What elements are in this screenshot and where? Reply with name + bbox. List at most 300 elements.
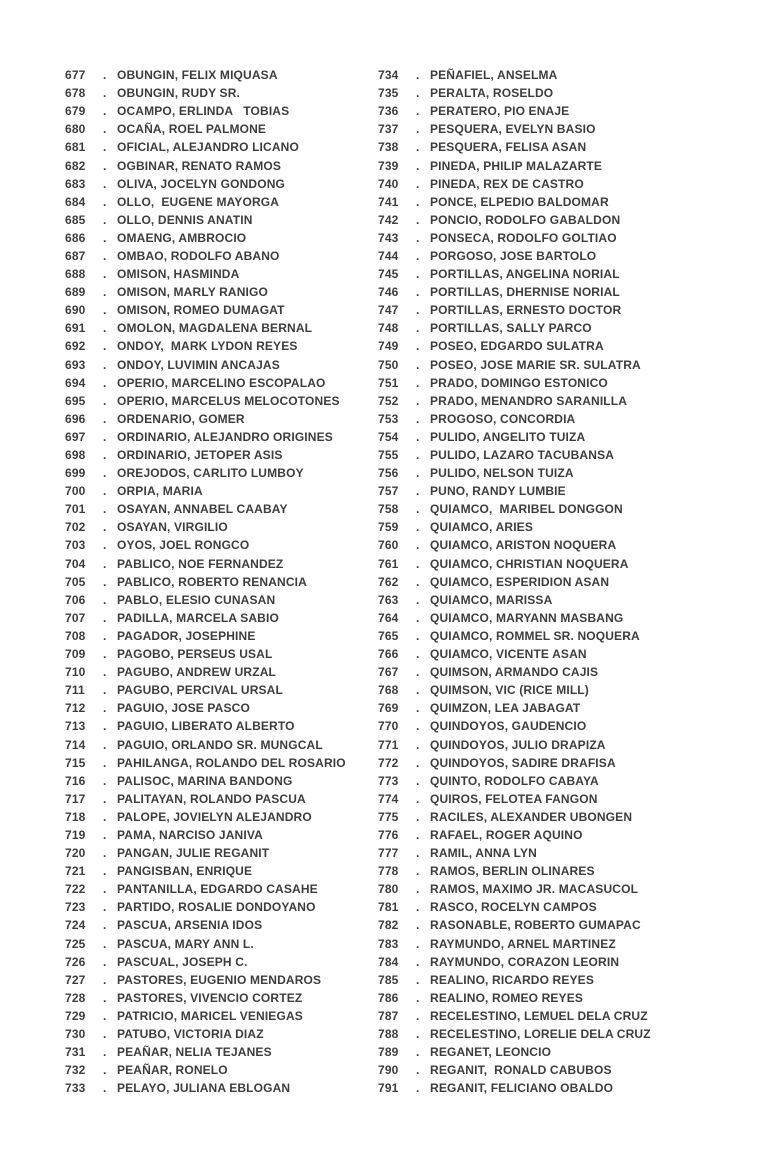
entry-name: OGBINAR, RENATO RAMOS (117, 158, 282, 173)
entry-name: PRADO, MENANDRO SARANILLA (430, 393, 628, 408)
entry-separator: . (416, 990, 420, 1005)
entry-separator: . (103, 194, 107, 209)
entry-name: PAGUBO, ANDREW URZAL (117, 665, 276, 680)
entry-name: QUINTO, RODOLFO CABAYA (430, 773, 599, 788)
list-item (378, 518, 691, 536)
entry-name: PORTILLAS, ERNESTO DOCTOR (430, 303, 622, 318)
entry-name: PABLICO, NOE FERNANDEZ (117, 556, 284, 571)
entry-number: 759 (378, 520, 399, 535)
entry-number: 745 (378, 267, 399, 282)
list-item (65, 283, 378, 301)
entry-name: PEAÑAR, NELIA TEJANES (117, 1045, 272, 1060)
entry-separator: . (416, 104, 420, 119)
entry-number: 776 (378, 827, 399, 842)
entry-number: 769 (378, 701, 399, 716)
list-item (378, 1025, 691, 1043)
list-item (378, 844, 691, 862)
entry-number: 790 (378, 1063, 399, 1078)
entry-number: 699 (65, 466, 86, 481)
entry-separator: . (416, 683, 420, 698)
entry-separator: . (416, 647, 420, 662)
entry-number: 785 (378, 972, 399, 987)
entry-number: 762 (378, 574, 399, 589)
entry-separator: . (103, 809, 107, 824)
list-item (378, 989, 691, 1007)
entry-separator: . (103, 303, 107, 318)
list-item (378, 699, 691, 717)
entry-separator: . (103, 375, 107, 390)
entry-name: QUIAMCO, ARIES (430, 520, 533, 535)
entry-name: OMISON, MARLY RANIGO (117, 285, 269, 300)
entry-number: 679 (65, 104, 86, 119)
list-item (378, 66, 691, 84)
entry-number: 714 (65, 737, 86, 752)
entry-number: 733 (65, 1081, 86, 1096)
entry-name: PARTIDO, ROSALIE DONDOYANO (117, 900, 316, 915)
entry-number: 710 (65, 665, 86, 680)
list-item (378, 500, 691, 518)
entry-number: 755 (378, 448, 399, 463)
entry-number: 682 (65, 158, 86, 173)
entry-separator: . (416, 375, 420, 390)
entry-separator: . (416, 610, 420, 625)
entry-separator: . (103, 429, 107, 444)
entry-name: PONCE, ELPEDIO BALDOMAR (430, 194, 609, 209)
entry-separator: . (103, 267, 107, 282)
entry-number: 705 (65, 574, 86, 589)
entry-separator: . (416, 393, 420, 408)
entry-separator: . (103, 122, 107, 137)
list-item (65, 247, 378, 265)
entry-name: PUNO, RANDY LUMBIE (430, 484, 566, 499)
list-item (378, 482, 691, 500)
entry-separator: . (416, 230, 420, 245)
entry-name: PATRICIO, MARICEL VENIEGAS (117, 1008, 303, 1023)
entry-number: 783 (378, 936, 399, 951)
list-item (65, 66, 378, 84)
list-item (378, 356, 691, 374)
list-item (65, 446, 378, 464)
list-item (378, 808, 691, 826)
entry-number: 678 (65, 86, 86, 101)
entry-number: 744 (378, 248, 399, 263)
entry-number: 725 (65, 936, 86, 951)
entry-separator: . (416, 303, 420, 318)
entry-separator: . (103, 176, 107, 191)
entry-number: 739 (378, 158, 399, 173)
entry-number: 748 (378, 321, 399, 336)
entry-number: 778 (378, 864, 399, 879)
entry-name: PAGADOR, JOSEPHINE (117, 628, 256, 643)
entry-name: PRADO, DOMINGO ESTONICO (430, 375, 608, 390)
entry-number: 770 (378, 719, 399, 734)
entry-number: 740 (378, 176, 399, 191)
entry-separator: . (103, 86, 107, 101)
entry-separator: . (416, 791, 420, 806)
list-item (378, 717, 691, 735)
entry-separator: . (103, 628, 107, 643)
list-item (65, 898, 378, 916)
entry-name: OSAYAN, ANNABEL CAABAY (117, 502, 288, 517)
list-item (378, 935, 691, 953)
entry-number: 768 (378, 683, 399, 698)
list-item (65, 808, 378, 826)
entry-name: QUINDOYOS, SADIRE DRAFISA (430, 755, 616, 770)
list-item (378, 916, 691, 934)
list-item (65, 211, 378, 229)
entry-number: 752 (378, 393, 399, 408)
list-item (65, 754, 378, 772)
entry-name: PULIDO, ANGELITO TUIZA (430, 429, 586, 444)
entry-name: PALISOC, MARINA BANDONG (117, 773, 293, 788)
entry-number: 788 (378, 1027, 399, 1042)
entry-name: RECELESTINO, LORELIE DELA CRUZ (430, 1027, 651, 1042)
list-item (65, 301, 378, 319)
entry-number: 760 (378, 538, 399, 553)
entry-name: PERALTA, ROSELDO (430, 86, 554, 101)
list-item (65, 374, 378, 392)
entry-separator: . (416, 628, 420, 643)
entry-number: 677 (65, 68, 86, 83)
list-item (65, 609, 378, 627)
entry-number: 757 (378, 484, 399, 499)
entry-number: 754 (378, 429, 399, 444)
list-item (65, 102, 378, 120)
list-item (65, 410, 378, 428)
entry-separator: . (103, 321, 107, 336)
entry-number: 698 (65, 448, 86, 463)
entry-separator: . (416, 158, 420, 173)
entry-number: 751 (378, 375, 399, 390)
list-item (378, 609, 691, 627)
list-item (65, 464, 378, 482)
list-item (65, 790, 378, 808)
list-item (378, 374, 691, 392)
entry-separator: . (103, 538, 107, 553)
entry-separator: . (416, 737, 420, 752)
entry-separator: . (103, 647, 107, 662)
entry-separator: . (103, 701, 107, 716)
entry-name: OLLO, EUGENE MAYORGA (117, 194, 280, 209)
entry-number: 688 (65, 267, 86, 282)
list-item (65, 717, 378, 735)
entry-number: 697 (65, 429, 86, 444)
entry-number: 782 (378, 918, 399, 933)
entry-separator: . (416, 556, 420, 571)
entry-name: ORDINARIO, JETOPER ASIS (117, 448, 283, 463)
entry-number: 738 (378, 140, 399, 155)
list-item (378, 536, 691, 554)
entry-name: PASTORES, VIVENCIO CORTEZ (117, 990, 303, 1005)
entry-separator: . (416, 538, 420, 553)
entry-number: 723 (65, 900, 86, 915)
entry-name: PORGOSO, JOSE BARTOLO (430, 248, 597, 263)
entry-number: 786 (378, 990, 399, 1005)
list-item (65, 120, 378, 138)
entry-name: QUIAMCO, ARISTON NOQUERA (430, 538, 617, 553)
list-item (378, 301, 691, 319)
entry-name: PANGISBAN, ENRIQUE (117, 864, 253, 879)
entry-separator: . (103, 665, 107, 680)
entry-name: ONDOY, MARK LYDON REYES (117, 339, 298, 354)
entry-number: 758 (378, 502, 399, 517)
entry-separator: . (416, 1027, 420, 1042)
list-item (378, 265, 691, 283)
entry-number: 726 (65, 954, 86, 969)
entry-name: PELAYO, JULIANA EBLOGAN (117, 1081, 291, 1096)
entry-separator: . (416, 936, 420, 951)
list-column-right (378, 66, 691, 1097)
list-item (378, 392, 691, 410)
entry-name: PINEDA, PHILIP MALAZARTE (430, 158, 603, 173)
list-item (65, 319, 378, 337)
list-item (65, 826, 378, 844)
list-item (378, 156, 691, 174)
entry-number: 766 (378, 647, 399, 662)
entry-number: 732 (65, 1063, 86, 1078)
list-item (65, 573, 378, 591)
entry-number: 720 (65, 846, 86, 861)
entry-number: 729 (65, 1008, 86, 1023)
entry-name: ONDOY, LUVIMIN ANCAJAS (117, 357, 280, 372)
entry-separator: . (103, 1027, 107, 1042)
entry-separator: . (416, 176, 420, 191)
entry-name: PALITAYAN, ROLANDO PASCUA (117, 791, 306, 806)
list-item (65, 935, 378, 953)
entry-separator: . (103, 900, 107, 915)
list-column-left (65, 66, 378, 1097)
list-item (378, 120, 691, 138)
list-item (65, 193, 378, 211)
entry-number: 734 (378, 68, 399, 83)
name-list (65, 66, 691, 1097)
list-item (378, 826, 691, 844)
entry-name: PORTILLAS, DHERNISE NORIAL (430, 285, 620, 300)
entry-number: 777 (378, 846, 399, 861)
entry-name: OPERIO, MARCELINO ESCOPALAO (117, 375, 326, 390)
list-item (378, 880, 691, 898)
entry-number: 737 (378, 122, 399, 137)
entry-number: 703 (65, 538, 86, 553)
entry-number: 701 (65, 502, 86, 517)
entry-name: PROGOSO, CONCORDIA (430, 411, 576, 426)
entry-separator: . (103, 466, 107, 481)
entry-number: 791 (378, 1081, 399, 1096)
entry-separator: . (416, 846, 420, 861)
entry-separator: . (103, 104, 107, 119)
entry-separator: . (416, 484, 420, 499)
list-item (65, 392, 378, 410)
entry-number: 709 (65, 647, 86, 662)
entry-name: RECELESTINO, LEMUEL DELA CRUZ (430, 1008, 648, 1023)
entry-name: OLLO, DENNIS ANATIN (117, 212, 253, 227)
entry-name: OMBAO, RODOLFO ABANO (117, 248, 280, 263)
entry-separator: . (416, 520, 420, 535)
entry-separator: . (416, 68, 420, 83)
entry-name: QUINDOYOS, GAUDENCIO (430, 719, 587, 734)
entry-number: 692 (65, 339, 86, 354)
entry-separator: . (103, 773, 107, 788)
entry-separator: . (416, 448, 420, 463)
entry-name: PAMA, NARCISO JANIVA (117, 827, 263, 842)
entry-separator: . (416, 755, 420, 770)
entry-name: OMOLON, MAGDALENA BERNAL (117, 321, 313, 336)
entry-name: OMAENG, AMBROCIO (117, 230, 247, 245)
entry-number: 750 (378, 357, 399, 372)
entry-separator: . (416, 1063, 420, 1078)
entry-number: 742 (378, 212, 399, 227)
entry-name: OBUNGIN, FELIX MIQUASA (117, 68, 278, 83)
entry-number: 694 (65, 375, 86, 390)
entry-number: 775 (378, 809, 399, 824)
list-item (65, 916, 378, 934)
list-item (378, 754, 691, 772)
entry-separator: . (103, 827, 107, 842)
entry-separator: . (416, 665, 420, 680)
entry-separator: . (103, 556, 107, 571)
entry-number: 772 (378, 755, 399, 770)
entry-separator: . (103, 791, 107, 806)
entry-name: QUIAMCO, MARIBEL DONGGON (430, 502, 623, 517)
entry-number: 789 (378, 1045, 399, 1060)
list-item (65, 518, 378, 536)
list-item (378, 1043, 691, 1061)
list-item (65, 138, 378, 156)
entry-separator: . (416, 1081, 420, 1096)
entry-name: PABLICO, ROBERTO RENANCIA (117, 574, 307, 589)
entry-separator: . (103, 737, 107, 752)
entry-separator: . (416, 809, 420, 824)
entry-name: QUIAMCO, CHRISTIAN NOQUERA (430, 556, 629, 571)
entry-separator: . (103, 393, 107, 408)
list-item (378, 446, 691, 464)
entry-name: PAHILANGA, ROLANDO DEL ROSARIO (117, 755, 346, 770)
entry-number: 722 (65, 882, 86, 897)
entry-name: RAMIL, ANNA LYN (430, 846, 537, 861)
entry-name: QUIAMCO, MARISSA (430, 592, 553, 607)
entry-number: 747 (378, 303, 399, 318)
entry-separator: . (416, 592, 420, 607)
entry-separator: . (103, 1045, 107, 1060)
entry-number: 684 (65, 194, 86, 209)
list-item (378, 283, 691, 301)
entry-name: ORPIA, MARIA (117, 484, 203, 499)
entry-name: REALINO, RICARDO REYES (430, 972, 594, 987)
list-item (65, 699, 378, 717)
list-item (65, 1079, 378, 1097)
list-item (65, 265, 378, 283)
entry-number: 727 (65, 972, 86, 987)
entry-separator: . (416, 701, 420, 716)
entry-number: 712 (65, 701, 86, 716)
entry-separator: . (416, 122, 420, 137)
entry-separator: . (103, 1081, 107, 1096)
list-item (378, 102, 691, 120)
entry-name: RASONABLE, ROBERTO GUMAPAC (430, 918, 641, 933)
entry-number: 781 (378, 900, 399, 915)
list-item (378, 410, 691, 428)
entry-name: OSAYAN, VIRGILIO (117, 520, 228, 535)
entry-separator: . (416, 1045, 420, 1060)
entry-name: PATUBO, VICTORIA DIAZ (117, 1027, 264, 1042)
entry-number: 763 (378, 592, 399, 607)
entry-separator: . (103, 68, 107, 83)
entry-separator: . (103, 1063, 107, 1078)
entry-number: 718 (65, 809, 86, 824)
entry-number: 696 (65, 411, 86, 426)
list-item (65, 428, 378, 446)
list-item (65, 971, 378, 989)
list-item (378, 898, 691, 916)
entry-name: PABLO, ELESIO CUNASAN (117, 592, 276, 607)
entry-name: QUIMSON, VIC (RICE MILL) (430, 683, 589, 698)
entry-name: PORTILLAS, ANGELINA NORIAL (430, 267, 620, 282)
list-item (65, 880, 378, 898)
list-item (65, 536, 378, 554)
list-item (65, 229, 378, 247)
list-item (65, 1061, 378, 1079)
entry-number: 721 (65, 864, 86, 879)
list-item (65, 84, 378, 102)
entry-name: PAGOBO, PERSEUS USAL (117, 647, 273, 662)
entry-name: PESQUERA, FELISA ASAN (430, 140, 587, 155)
entry-number: 691 (65, 321, 86, 336)
entry-number: 730 (65, 1027, 86, 1042)
entry-separator: . (103, 502, 107, 517)
entry-name: PERATERO, PIO ENAJE (430, 104, 570, 119)
entry-separator: . (103, 918, 107, 933)
entry-name: PASCUA, ARSENIA IDOS (117, 918, 263, 933)
entry-number: 680 (65, 122, 86, 137)
entry-number: 756 (378, 466, 399, 481)
entry-separator: . (416, 194, 420, 209)
list-item (378, 862, 691, 880)
entry-separator: . (103, 158, 107, 173)
entry-number: 767 (378, 665, 399, 680)
list-item (378, 247, 691, 265)
list-item (378, 1061, 691, 1079)
entry-separator: . (416, 429, 420, 444)
list-item (378, 555, 691, 573)
entry-name: QUIAMCO, VICENTE ASAN (430, 647, 587, 662)
entry-name: PASTORES, EUGENIO MENDAROS (117, 972, 322, 987)
entry-separator: . (416, 502, 420, 517)
entry-separator: . (103, 864, 107, 879)
entry-name: REGANET, LEONCIO (430, 1045, 552, 1060)
entry-name: POSEO, JOSE MARIE SR. SULATRA (430, 357, 641, 372)
entry-number: 753 (378, 411, 399, 426)
entry-name: RAMOS, BERLIN OLINARES (430, 864, 595, 879)
entry-number: 780 (378, 882, 399, 897)
entry-separator: . (103, 882, 107, 897)
list-item (378, 627, 691, 645)
entry-number: 689 (65, 285, 86, 300)
list-item (378, 229, 691, 247)
entry-separator: . (416, 918, 420, 933)
entry-number: 695 (65, 393, 86, 408)
entry-name: RASCO, ROCELYN CAMPOS (430, 900, 597, 915)
list-item (378, 319, 691, 337)
entry-separator: . (103, 140, 107, 155)
entry-name: REGANIT, RONALD CABUBOS (430, 1063, 612, 1078)
entry-number: 707 (65, 610, 86, 625)
entry-number: 706 (65, 592, 86, 607)
entry-separator: . (103, 248, 107, 263)
entry-number: 743 (378, 230, 399, 245)
entry-name: OFICIAL, ALEJANDRO LICANO (117, 140, 299, 155)
list-item (378, 591, 691, 609)
entry-name: PAGUIO, ORLANDO SR. MUNGCAL (117, 737, 323, 752)
